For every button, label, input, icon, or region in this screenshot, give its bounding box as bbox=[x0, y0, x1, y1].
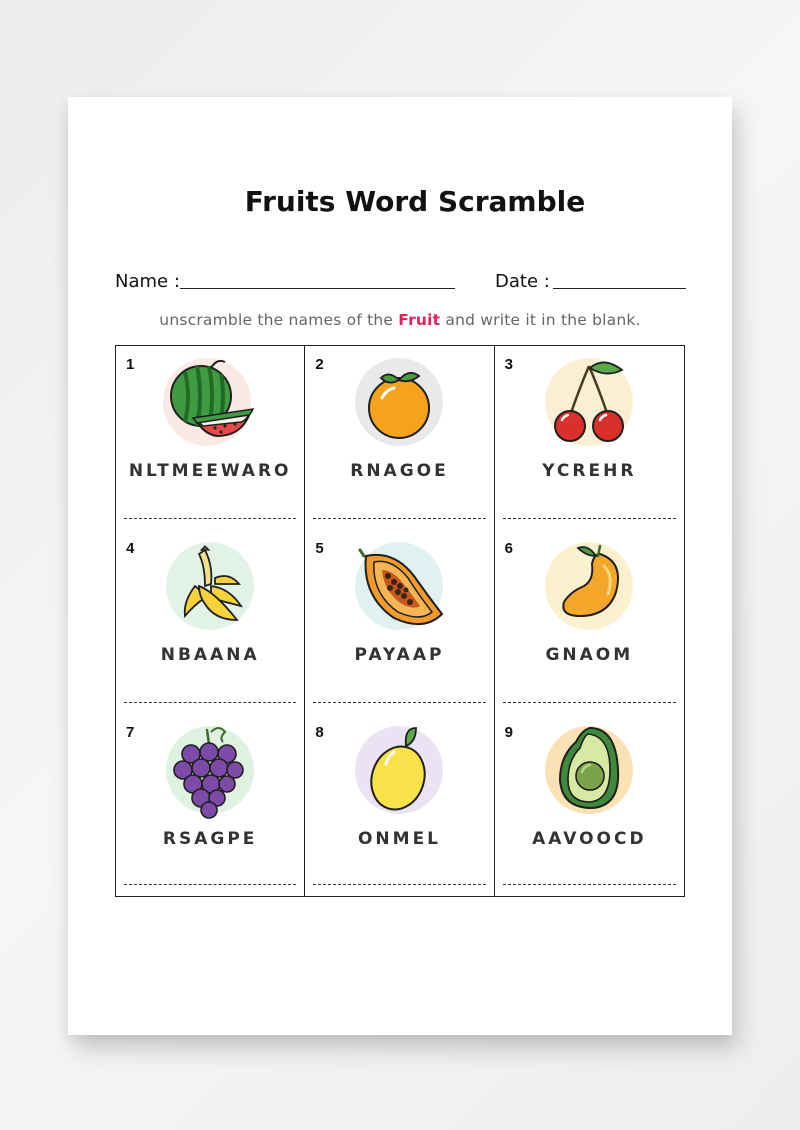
item-number: 1 bbox=[126, 356, 135, 373]
item-number: 7 bbox=[126, 724, 135, 741]
answer-blank[interactable] bbox=[503, 884, 676, 885]
scrambled-word: NLTMEEWARO bbox=[128, 461, 292, 481]
scrambled-word: RSAGPE bbox=[162, 829, 258, 849]
scrambled-word: YCREHR bbox=[542, 461, 637, 481]
fruit-cell-6 bbox=[495, 530, 684, 714]
answer-blank[interactable] bbox=[313, 518, 485, 519]
fruit-cell-7 bbox=[116, 714, 305, 896]
scrambled-word: ONMEL bbox=[357, 829, 442, 849]
fruit-grid bbox=[115, 345, 685, 897]
lemon-icon bbox=[344, 720, 454, 820]
fruit-cell-1 bbox=[116, 346, 305, 530]
answer-blank[interactable] bbox=[124, 702, 296, 703]
cherry-icon bbox=[534, 352, 644, 452]
instructions bbox=[68, 311, 732, 329]
answer-blank[interactable] bbox=[124, 518, 296, 519]
instructions-text-end: and write it in the blank. bbox=[440, 311, 641, 329]
answer-blank[interactable] bbox=[124, 884, 296, 885]
answer-blank[interactable] bbox=[503, 518, 676, 519]
item-number: 8 bbox=[315, 724, 324, 741]
watermelon-icon bbox=[155, 352, 265, 452]
date-label: Date : bbox=[495, 271, 550, 292]
fruit-cell-8 bbox=[305, 714, 494, 896]
scrambled-word: PAYAAP bbox=[354, 645, 445, 665]
fruit-cell-2 bbox=[305, 346, 494, 530]
instructions-highlight: Fruit bbox=[398, 311, 441, 329]
date-field[interactable] bbox=[553, 288, 686, 289]
name-label: Name : bbox=[115, 271, 180, 292]
name-field[interactable] bbox=[180, 288, 455, 289]
fruit-cell-9 bbox=[495, 714, 684, 896]
item-number: 6 bbox=[504, 540, 513, 557]
scrambled-word: RNAGOE bbox=[350, 461, 449, 481]
grapes-icon bbox=[155, 720, 265, 820]
answer-blank[interactable] bbox=[313, 884, 485, 885]
scrambled-word: AAVOOCD bbox=[532, 829, 647, 849]
papaya-icon bbox=[344, 536, 454, 636]
orange-icon bbox=[344, 352, 454, 452]
banana-icon bbox=[155, 536, 265, 636]
item-number: 9 bbox=[504, 724, 513, 741]
worksheet-page bbox=[68, 97, 732, 1035]
item-number: 5 bbox=[315, 540, 324, 557]
item-number: 3 bbox=[504, 356, 513, 373]
answer-blank[interactable] bbox=[313, 702, 485, 703]
page-title: Fruits Word Scramble bbox=[244, 185, 586, 218]
scrambled-word: NBAANA bbox=[160, 645, 260, 665]
fruit-cell-5 bbox=[305, 530, 494, 714]
fruit-cell-3 bbox=[495, 346, 684, 530]
fruit-cell-4 bbox=[116, 530, 305, 714]
avocado-icon bbox=[534, 720, 644, 820]
scrambled-word: GNAOM bbox=[545, 645, 634, 665]
item-number: 4 bbox=[126, 540, 135, 557]
mango-icon bbox=[534, 536, 644, 636]
instructions-text-start: unscramble the names of the bbox=[159, 311, 399, 329]
item-number: 2 bbox=[315, 356, 324, 373]
answer-blank[interactable] bbox=[503, 702, 676, 703]
